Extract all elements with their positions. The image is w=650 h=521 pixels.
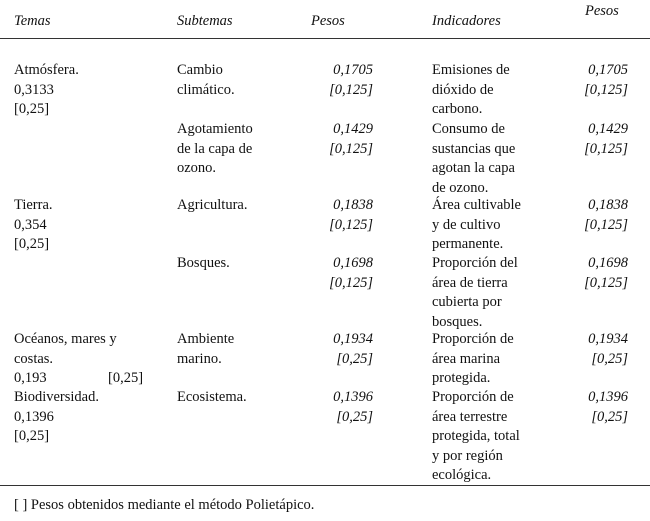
indicador-cell: Área cultivable y de cultivo permanente. (432, 197, 521, 252)
bottom-rule (0, 485, 650, 486)
peso-subtema-cell: 0,1429 [0,125] (329, 121, 373, 157)
peso-indicador-cell: 0,1705 [0,125] (584, 62, 628, 98)
subtema-cell: Ecosistema. (177, 389, 247, 405)
tema-peso: 0,193 (14, 370, 47, 386)
peso-subtema-cell: 0,1698 [0,125] (329, 255, 373, 291)
subtema-cell: Agotamiento de la capa de ozono. (177, 121, 253, 176)
subtema-cell: Agricultura. (177, 197, 248, 213)
tema-cell: Biodiversidad. 0,1396 [0,25] (14, 389, 99, 444)
header-temas: Temas (14, 13, 51, 29)
header-pesos-indicadores: Pesos (585, 3, 619, 19)
peso-indicador-cell: 0,1396 [0,25] (588, 389, 628, 425)
indicador-cell: Proporción de área terrestre protegida, total y por región ecológica. (432, 389, 520, 483)
peso-subtema-cell: 0,1396 [0,25] (333, 389, 373, 425)
tema-cell: Océanos, mares y costas. (14, 331, 117, 367)
peso-indicador-cell: 0,1838 [0,125] (584, 197, 628, 233)
peso-subtema-cell: 0,1838 [0,125] (329, 197, 373, 233)
header-subtemas: Subtemas (177, 13, 233, 29)
peso-indicador-cell: 0,1698 [0,125] (584, 255, 628, 291)
indicador-cell: Emisiones de dióxido de carbono. (432, 62, 510, 117)
top-rule (0, 38, 650, 39)
tema-rango: [0,25] (108, 370, 144, 386)
header-pesos-subtemas: Pesos (311, 13, 345, 29)
tema-cell: Tierra. 0,354 [0,25] (14, 197, 53, 252)
subtema-cell: Ambiente marino. (177, 331, 235, 367)
header-indicadores: Indicadores (432, 13, 501, 29)
subtema-cell: Cambio climático. (177, 62, 235, 98)
subtema-cell: Bosques. (177, 255, 230, 271)
indicador-cell: Proporción del área de tierra cubierta por bosques. (432, 255, 518, 330)
peso-indicador-cell: 0,1429 [0,125] (584, 121, 628, 157)
peso-subtema-cell: 0,1934 [0,25] (333, 331, 373, 367)
tema-cell: Atmósfera. 0,3133 [0,25] (14, 62, 79, 117)
footnote: [ ] Pesos obtenidos mediante el método Polietápico. (14, 497, 315, 513)
indicador-cell: Consumo de sustancias que agotan la capa de ozono. (432, 121, 516, 196)
peso-indicador-cell: 0,1934 [0,25] (588, 331, 628, 367)
indicador-cell: Proporción de área marina protegida. (432, 331, 514, 386)
peso-subtema-cell: 0,1705 [0,125] (329, 62, 373, 98)
